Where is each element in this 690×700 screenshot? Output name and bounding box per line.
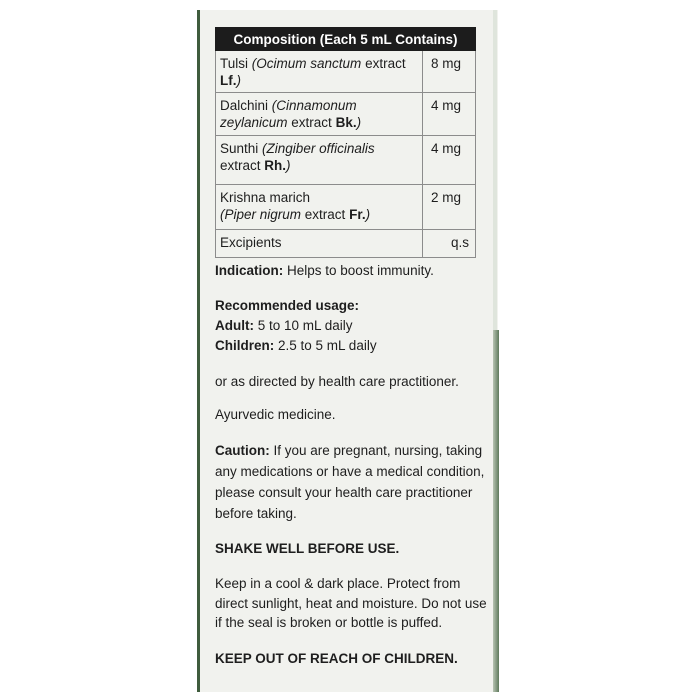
- ingredient-cell: Excipients: [216, 230, 423, 258]
- adult-label: Adult:: [215, 318, 254, 333]
- ingredient-cell: Sunthi (Zingiber officinalis extract Rh.): [216, 136, 423, 185]
- children-label: Children:: [215, 338, 275, 353]
- ingredient-suffix: extract: [365, 56, 406, 71]
- keep-out-warning: KEEP OUT OF REACH OF CHILDREN.: [215, 651, 458, 666]
- indication: [215, 261, 485, 281]
- composition-table: [215, 27, 476, 258]
- ingredient-part: Rh.: [264, 158, 287, 173]
- ingredient-name: Sunthi: [220, 141, 259, 156]
- ingredient-cell: Tulsi (Ocimum sanctum extract Lf.): [216, 51, 423, 93]
- amount-cell: q.s: [423, 230, 476, 258]
- ingredient-latin: (Zingiber officinalis: [262, 141, 375, 156]
- caution-text: If you are pregnant, nursing, taking any medications or have a medical condition, please consult your health care practitioner before taking.: [215, 443, 485, 521]
- composition-header-row: [216, 28, 476, 51]
- children-text: 2.5 to 5 mL daily: [278, 338, 377, 353]
- ingredient-latin: (Piper nigrum: [220, 207, 302, 222]
- adult-text: 5 to 10 mL daily: [257, 318, 353, 333]
- ingredient-part: Fr.: [349, 207, 366, 222]
- ingredient-latin: (Ocimum sanctum: [251, 56, 362, 71]
- shake-warning: SHAKE WELL BEFORE USE.: [215, 541, 400, 556]
- amount-cell: 4 mg: [423, 136, 476, 185]
- ingredient-suffix: extract: [220, 158, 261, 173]
- ayurvedic-note: Ayurvedic medicine.: [215, 407, 336, 422]
- ingredient-name: Krishna marich: [220, 190, 311, 205]
- indication-text: Helps to boost immunity.: [287, 263, 434, 278]
- caution: [215, 440, 485, 524]
- ingredient-latin: (Cinnamonum zeylanicum: [220, 98, 357, 130]
- ingredient-cell: Krishna marich (Piper nigrum extract Fr.): [216, 185, 423, 230]
- ingredient-name: Dalchini: [220, 98, 269, 113]
- caution-label: Caution:: [215, 443, 270, 458]
- usage-adult: [215, 316, 485, 336]
- ingredient-part: Bk.: [335, 115, 357, 130]
- table-row: [216, 51, 476, 93]
- ingredient-suffix: extract: [304, 207, 346, 222]
- usage-heading: Recommended usage:: [215, 298, 360, 313]
- table-row: [216, 136, 476, 185]
- indication-label: Indication:: [215, 263, 284, 278]
- amount-cell: 4 mg: [423, 93, 476, 136]
- directed-note: or as directed by health care practitioner.: [215, 374, 459, 389]
- table-row: [216, 185, 476, 230]
- panel-edge-top: [493, 10, 497, 330]
- panel-edge-shadow: [493, 330, 499, 692]
- ingredient-name: Tulsi: [220, 56, 249, 71]
- table-row: [216, 230, 476, 258]
- table-row: [216, 93, 476, 136]
- amount-cell: 2 mg: [423, 185, 476, 230]
- usage-children: [215, 336, 485, 356]
- recommended-usage: [215, 296, 485, 356]
- ingredient-part: Lf.: [220, 73, 237, 88]
- ingredient-cell: Dalchini (Cinnamonum zeylanicum extract Bk.): [216, 93, 423, 136]
- composition-header: Composition (Each 5 mL Contains): [216, 28, 476, 51]
- storage-instructions: Keep in a cool & dark place. Protect from direct sunlight, heat and moisture. Do not use if the seal is broken or bottle is puffed.: [215, 576, 487, 630]
- amount-cell: 8 mg: [423, 51, 476, 93]
- ingredient-suffix: extract: [291, 115, 332, 130]
